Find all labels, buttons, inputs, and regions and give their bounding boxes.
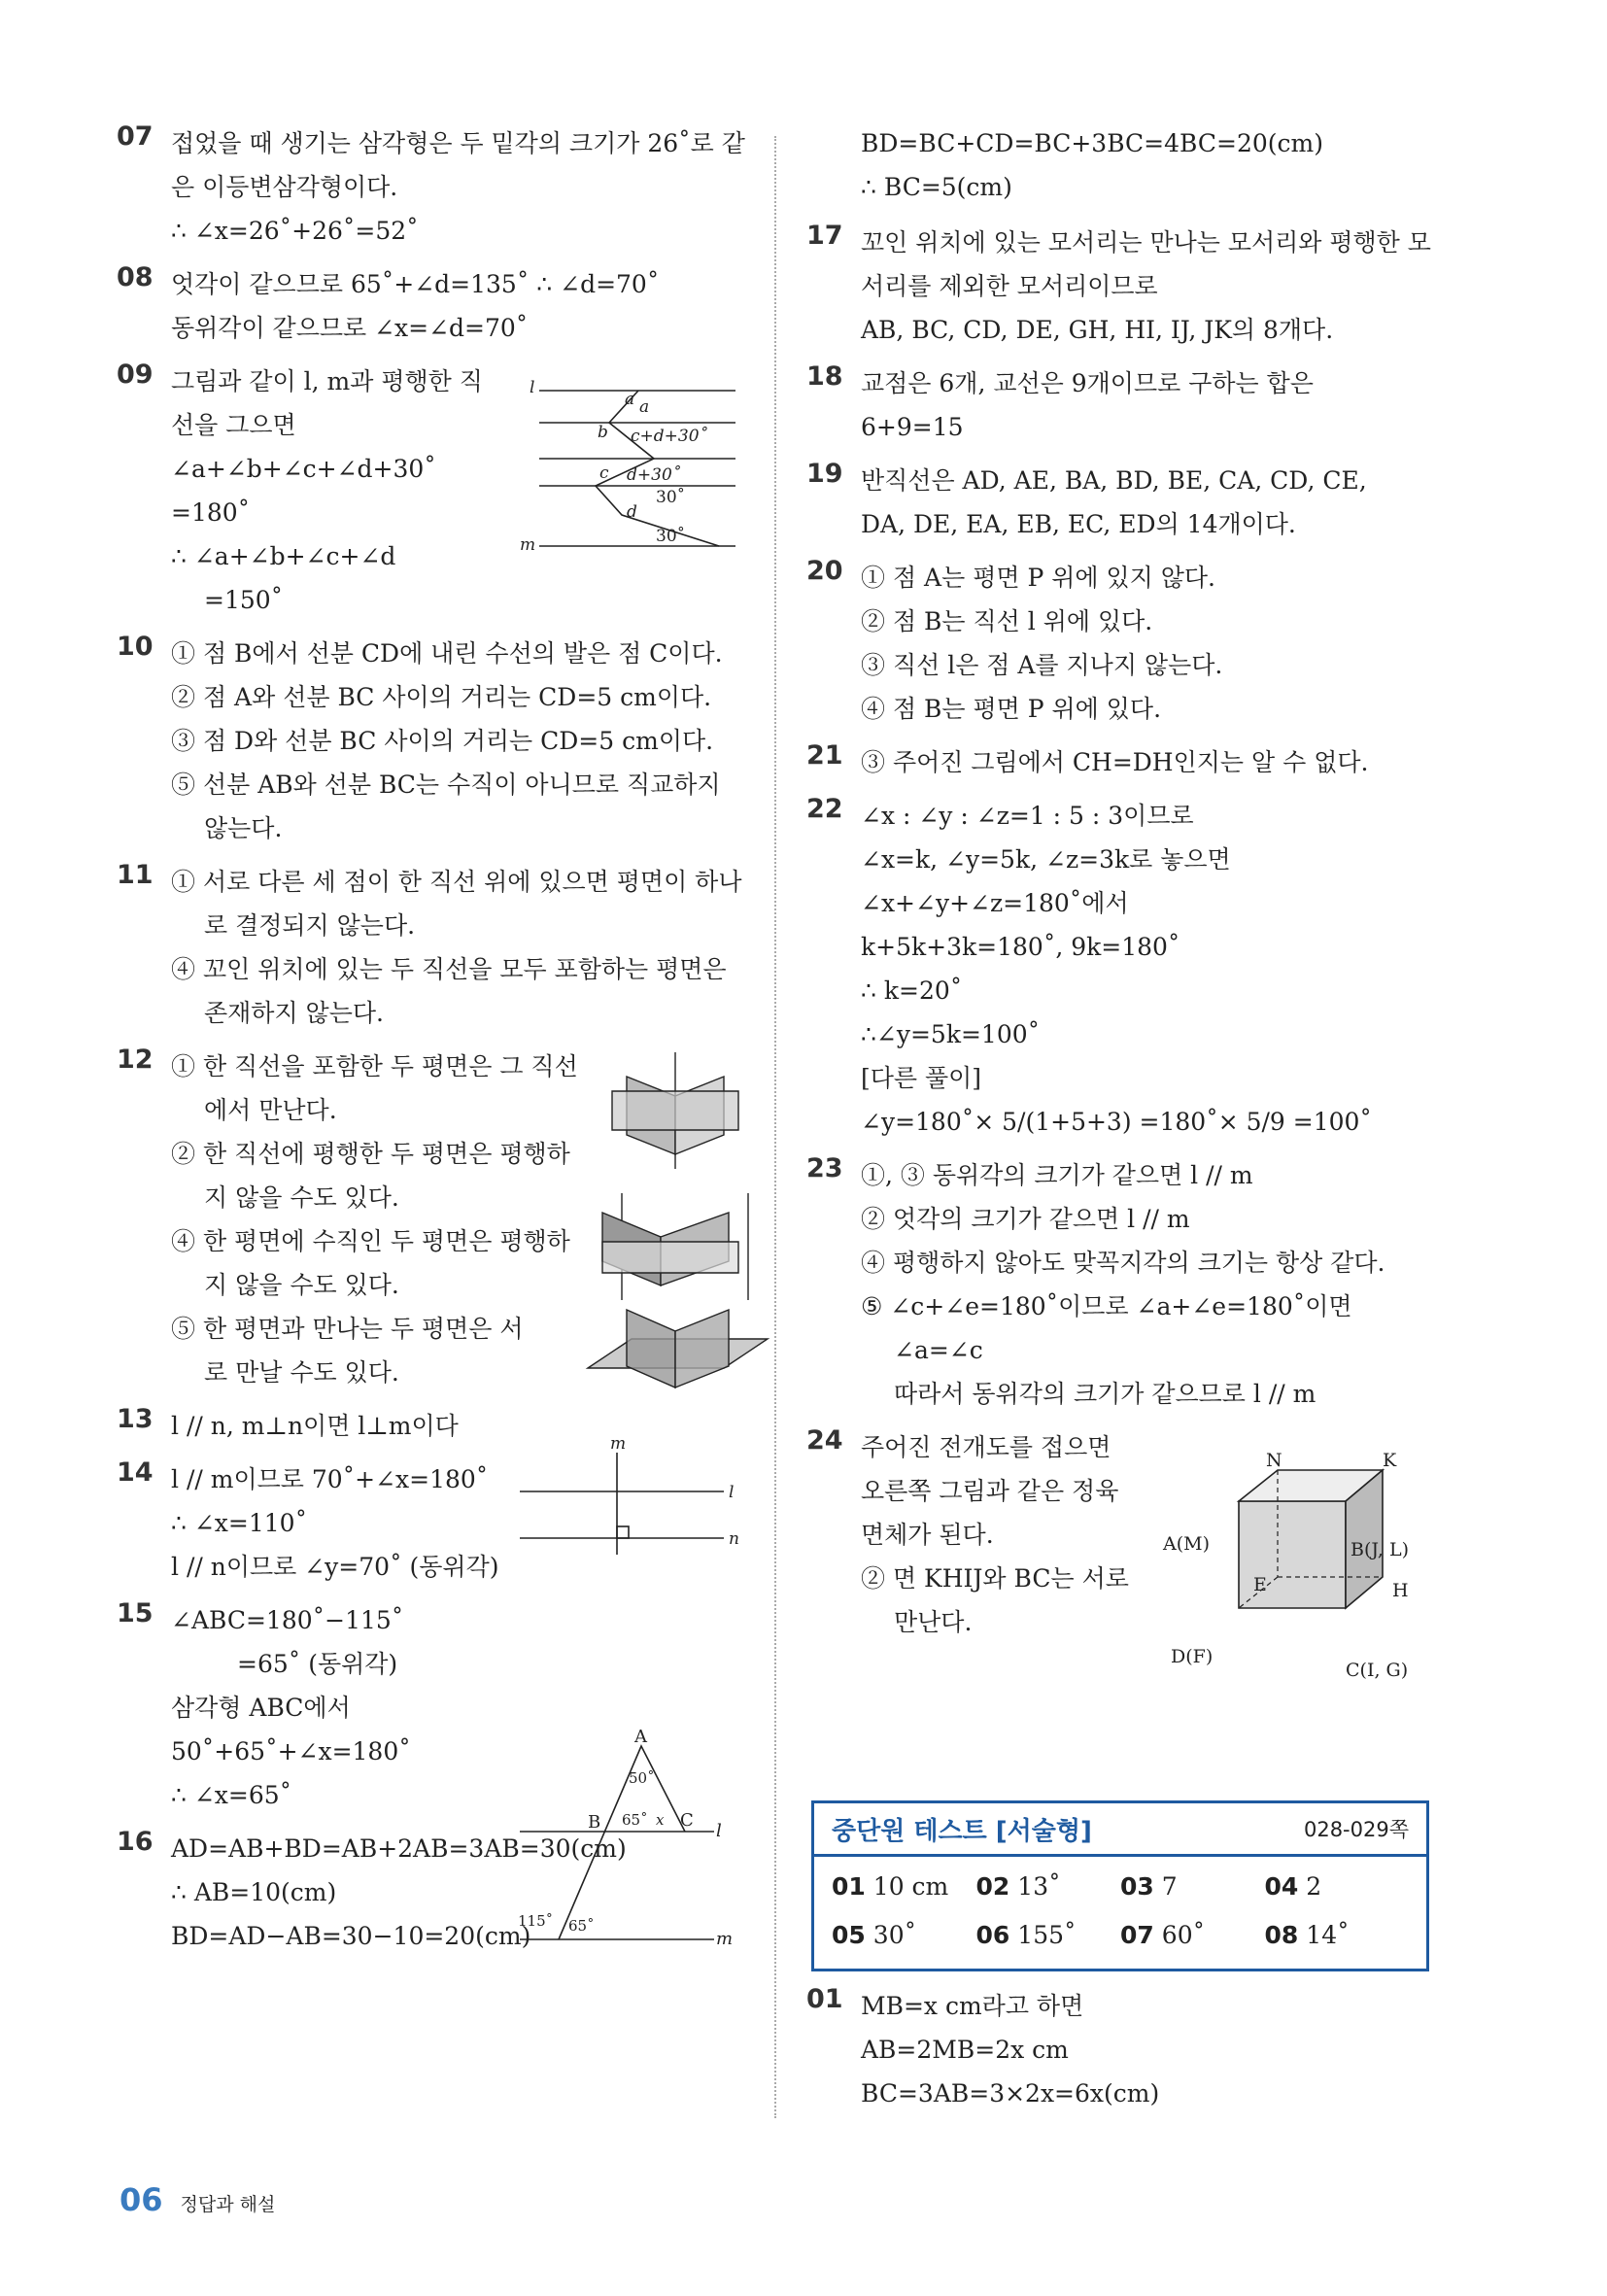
problem-17 [806,221,1438,352]
text-line: 삼각형 ABC에서 [171,1694,351,1722]
problem-19 [806,459,1438,546]
problem-number: 01 [806,1984,843,2014]
text-line: 않는다. [204,814,283,842]
fig09-label: 30˚ [656,488,686,507]
page-number: 06 [120,2181,163,2218]
text-line: ∴ ∠x=26˚+26˚=52˚ [171,217,419,245]
fig24-label: B(J, L) [1351,1539,1409,1560]
fig09-label: c [599,463,609,483]
text-line: 지 않을 수도 있다. [204,1271,399,1299]
text-line: 오른쪽 그림과 같은 정육 [861,1477,1119,1505]
problem-23 [806,1153,1438,1416]
test-answer-number: 07 [1120,1921,1154,1949]
text-line: 그림과 같이 l, m과 평행한 직 [171,367,483,395]
test-answer-value: 14˚ [1306,1921,1350,1949]
text-line: ∠y=180˚× 5/(1+5+3) =180˚× 5/9 =100˚ [861,1108,1372,1136]
test-answer-number: 06 [975,1921,1010,1949]
fig09-label: d+30˚ [627,465,681,485]
text-line: BC=3AB=3×2x=6x(cm) [861,2079,1160,2108]
test-answer-number: 03 [1120,1872,1154,1901]
test-answer-value: 60˚ [1161,1921,1206,1949]
problem-number: 08 [117,262,154,292]
text-line: ① 서로 다른 세 점이 한 직선 위에 있으면 평면이 하나 [171,868,742,896]
problem-number: 20 [806,556,843,586]
fig24-label: K [1383,1450,1397,1471]
problem-11 [117,860,742,1035]
problem-body [171,632,738,850]
text-line: 로 결정되지 않는다. [204,911,416,940]
problem-18 [806,361,1438,449]
text-line: 선을 그으면 [171,411,296,439]
text-line: 반직선은 AD, AE, BA, BD, BE, CA, CD, CE, [861,466,1367,495]
unit-test-answers [814,1857,1426,1958]
test-answer-value: 2 [1306,1872,1322,1901]
fig24-label: N [1266,1450,1282,1471]
test-answer-number: 05 [832,1921,866,1949]
fig13-label: n [729,1529,739,1549]
fig15-label: 115˚ [518,1912,554,1930]
problem-number: 11 [117,860,154,890]
text-line: 6+9=15 [861,413,964,441]
fig15-label: x [656,1811,665,1829]
figure-15-triangle [510,1725,753,1948]
fig09-label: c+d+30˚ [631,427,708,446]
fig24-label: H [1392,1580,1409,1601]
footer-title: 정답과 해설 [180,2194,276,2215]
text-line: ∠x+∠y+∠z=180˚에서 [861,889,1129,917]
text-line: l // n, m⊥n이면 l⊥m이다 [171,1412,459,1440]
test-answer-value: 7 [1161,1872,1178,1901]
text-line: 교점은 6개, 교선은 9개이므로 구하는 합은 [861,369,1314,397]
text-line: 따라서 동위각의 크기가 같으므로 l // m [894,1380,1316,1408]
problem-body [861,459,1438,546]
text-line: ∴ ∠a+∠b+∠c+∠d [171,542,396,570]
text-line: MB=x cm라고 하면 [861,1992,1084,2020]
fig15-label: B [588,1812,601,1833]
test-answer [1120,1865,1265,1909]
test-answer [976,1865,1121,1909]
fig09-label: b [598,423,608,442]
fig09-label: d [627,502,637,522]
text-line: ∠a=∠c [894,1336,983,1364]
test-answer-value: 10 cm [872,1872,949,1901]
text-line: ② 점 B는 직선 l 위에 있다. [861,607,1153,635]
test-answer-number: 02 [975,1872,1010,1901]
text-line: ∠a+∠b+∠c+∠d+30˚ [171,455,436,483]
text-line: ③ 주어진 그림에서 CH=DH인지는 알 수 없다. [861,748,1369,776]
figure-12-planes [583,1047,777,1407]
text-line: ∴ BC=5(cm) [861,173,1012,201]
problem-number: 13 [117,1404,154,1434]
text-line: ∠ABC=180˚−115˚ [171,1606,404,1634]
test-answer-value: 30˚ [872,1921,917,1949]
text-line: ∴ ∠x=65˚ [171,1781,292,1809]
test-answer-number: 08 [1264,1921,1299,1949]
text-line: ⑤ 선분 AB와 선분 BC는 수직이 아니므로 직교하지 [171,771,721,799]
text-line: ∠x : ∠y : ∠z=1 : 5 : 3이므로 [861,802,1194,830]
figure-09-parallel-lines [520,378,743,555]
problem-body [171,262,738,350]
test-answer-value: 13˚ [1017,1872,1061,1901]
text-line: 50˚+65˚+∠x=180˚ [171,1737,411,1765]
text-line: ④ 평행하지 않아도 맞꼭지각의 크기는 항상 같다. [861,1249,1385,1277]
test-answer [832,1865,976,1909]
test-answer [976,1913,1121,1958]
text-line: AD=AB+BD=AB+2AB=3AB=30(cm) [171,1834,627,1863]
text-line: 서리를 제외한 모서리이므로 [861,272,1158,300]
problem-number: 10 [117,632,154,662]
text-line: ③ 점 D와 선분 BC 사이의 거리는 CD=5 cm이다. [171,727,714,755]
text-line: =150˚ [204,586,284,614]
problem-number: 12 [117,1045,154,1075]
problem-07 [117,121,745,253]
problem-body [861,794,1438,1144]
text-line: ① 점 B에서 선분 CD에 내린 수선의 발은 점 C이다. [171,639,723,668]
problem-body [171,860,742,1035]
text-line: 존재하지 않는다. [204,999,384,1027]
fig09-label: m [520,535,536,555]
problem-16-continued [861,121,1438,209]
right-column [806,121,1438,1654]
test-answer-number: 01 [832,1872,866,1901]
fig09-label: a [639,397,650,417]
text-line: 꼬인 위치에 있는 모서리는 만나는 모서리와 평행한 모 [861,228,1431,257]
text-line: 면체가 된다. [861,1521,994,1549]
text-line: ② 한 직선에 평행한 두 평면은 평행하 [171,1140,570,1168]
fig13-label: m [610,1434,627,1454]
text-line: ① 한 직선을 포함한 두 평면은 그 직선 [171,1052,578,1080]
test-answer [1265,1865,1410,1909]
fig24-label: A(M) [1163,1533,1211,1555]
problem-08 [117,262,738,350]
figure-24-cube [1161,1450,1443,1686]
problem-body [171,121,745,253]
fig09-label: 30˚ [656,527,686,546]
problem-21 [806,740,1438,784]
fig15-label: m [716,1929,734,1949]
text-line: ② 점 A와 선분 BC 사이의 거리는 CD=5 cm이다. [171,683,712,711]
problem-20 [806,556,1438,731]
fig13-label: l [729,1483,735,1502]
text-line: 엇각이 같으므로 65˚+∠d=135˚ ∴ ∠d=70˚ [171,270,660,298]
text-line: 지 않을 수도 있다. [204,1183,399,1212]
problem-number: 21 [806,740,843,771]
text-line: [다른 풀이] [861,1064,982,1092]
problem-number: 22 [806,794,843,824]
problem-number: 24 [806,1425,843,1456]
text-line: ④ 꼬인 위치에 있는 두 직선을 모두 포함하는 평면은 [171,955,727,983]
unit-test-header [814,1803,1426,1857]
problem-number: 15 [117,1598,154,1628]
problem-number: 18 [806,361,843,392]
text-line: ① 점 A는 평면 P 위에 있지 않다. [861,564,1215,592]
problem-number: 07 [117,121,154,152]
fig15-label: l [716,1821,722,1841]
problem-body [861,1984,1438,2115]
text-line: AB, BC, CD, DE, GH, HI, IJ, JK의 8개다. [861,316,1334,344]
text-line: ∴ AB=10(cm) [171,1878,337,1906]
test-answer [1120,1913,1265,1958]
text-line: ∴ k=20˚ [861,977,963,1005]
text-line: 은 이등변삼각형이다. [171,173,398,201]
problem-body [861,221,1438,352]
text-line: =180˚ [171,498,251,527]
text-line: 로 만날 수도 있다. [204,1358,399,1387]
problem-01 [806,1984,1438,2115]
text-line: ② 면 KHIJ와 BC는 서로 [861,1564,1129,1593]
text-line: ④ 한 평면에 수직인 두 평면은 평행하 [171,1227,570,1255]
text-line: DA, DE, EA, EB, EC, ED의 14개이다. [861,510,1296,538]
problem-number: 14 [117,1457,154,1488]
after-test-problem [806,1984,1438,2129]
problem-number: 16 [117,1827,154,1857]
text-line: ② 엇각의 크기가 같으면 l // m [861,1205,1190,1233]
text-line: ③ 직선 l은 점 A를 지나지 않는다. [861,651,1223,679]
problem-10 [117,632,738,850]
text-line: ⑤ ∠c+∠e=180˚이므로 ∠a+∠e=180˚이면 [861,1292,1352,1320]
text-line: 만난다. [894,1608,973,1636]
text-line: ∠x=k, ∠y=5k, ∠z=3k로 놓으면 [861,845,1231,874]
text-line: ①, ③ 동위각의 크기가 같으면 l // m [861,1161,1253,1189]
text-line: 주어진 전개도를 접으면 [861,1433,1111,1461]
text-line: ⑤ 한 평면과 만나는 두 평면은 서 [171,1315,524,1343]
fig24-label: D(F) [1171,1646,1214,1667]
problem-body [861,740,1438,784]
problem-body [861,1153,1438,1416]
problem-body [861,361,1438,449]
text-line: 접었을 때 생기는 삼각형은 두 밑각의 크기가 26˚로 같 [171,129,745,157]
problem-number: 19 [806,459,843,489]
figure-13-perpendicular [515,1433,748,1559]
test-answer [1265,1913,1410,1958]
text-line: 에서 만난다. [204,1096,337,1124]
text-line: AB=2MB=2x cm [861,2036,1069,2064]
text-line: 동위각이 같으므로 ∠x=∠d=70˚ [171,314,529,342]
text-line: ④ 점 B는 평면 P 위에 있다. [861,695,1162,723]
fig15-label: 50˚ [629,1769,655,1787]
problem-number: 23 [806,1153,843,1183]
fig15-label: A [634,1727,647,1747]
unit-test-title: 중단원 테스트 [서술형] [832,1816,1092,1846]
text-line: BD=BC+CD=BC+3BC=4BC=20(cm) [861,129,1323,157]
page-footer [120,2181,275,2218]
text-line: BD=AD−AB=30−10=20(cm) [171,1922,531,1950]
problem-22 [806,794,1438,1144]
text-line: l // m이므로 70˚+∠x=180˚ [171,1465,489,1493]
test-answer [832,1913,976,1958]
fig15-label: C [680,1810,694,1831]
fig09-label: a [625,390,635,409]
problem-number: 17 [806,221,843,251]
fig15-label: 65˚ [622,1811,648,1829]
fig09-label: l [530,378,535,397]
text-line: =65˚ (동위각) [237,1650,398,1678]
text-line: ∴ ∠x=110˚ [171,1509,308,1537]
fig24-label: C(I, G) [1346,1660,1409,1681]
test-answer-value: 155˚ [1017,1921,1077,1949]
unit-test-box [811,1800,1429,1971]
fig15-label: 65˚ [568,1917,595,1935]
test-answer-number: 04 [1264,1872,1299,1901]
problem-body [861,556,1438,731]
text-line: k+5k+3k=180˚, 9k=180˚ [861,933,1180,961]
fig24-label: E [1253,1574,1267,1595]
unit-test-pages: 028-029쪽 [1303,1818,1409,1841]
text-line: ∴∠y=5k=100˚ [861,1020,1041,1048]
text-line: l // n이므로 ∠y=70˚ (동위각) [171,1553,499,1581]
problem-number: 09 [117,360,154,390]
